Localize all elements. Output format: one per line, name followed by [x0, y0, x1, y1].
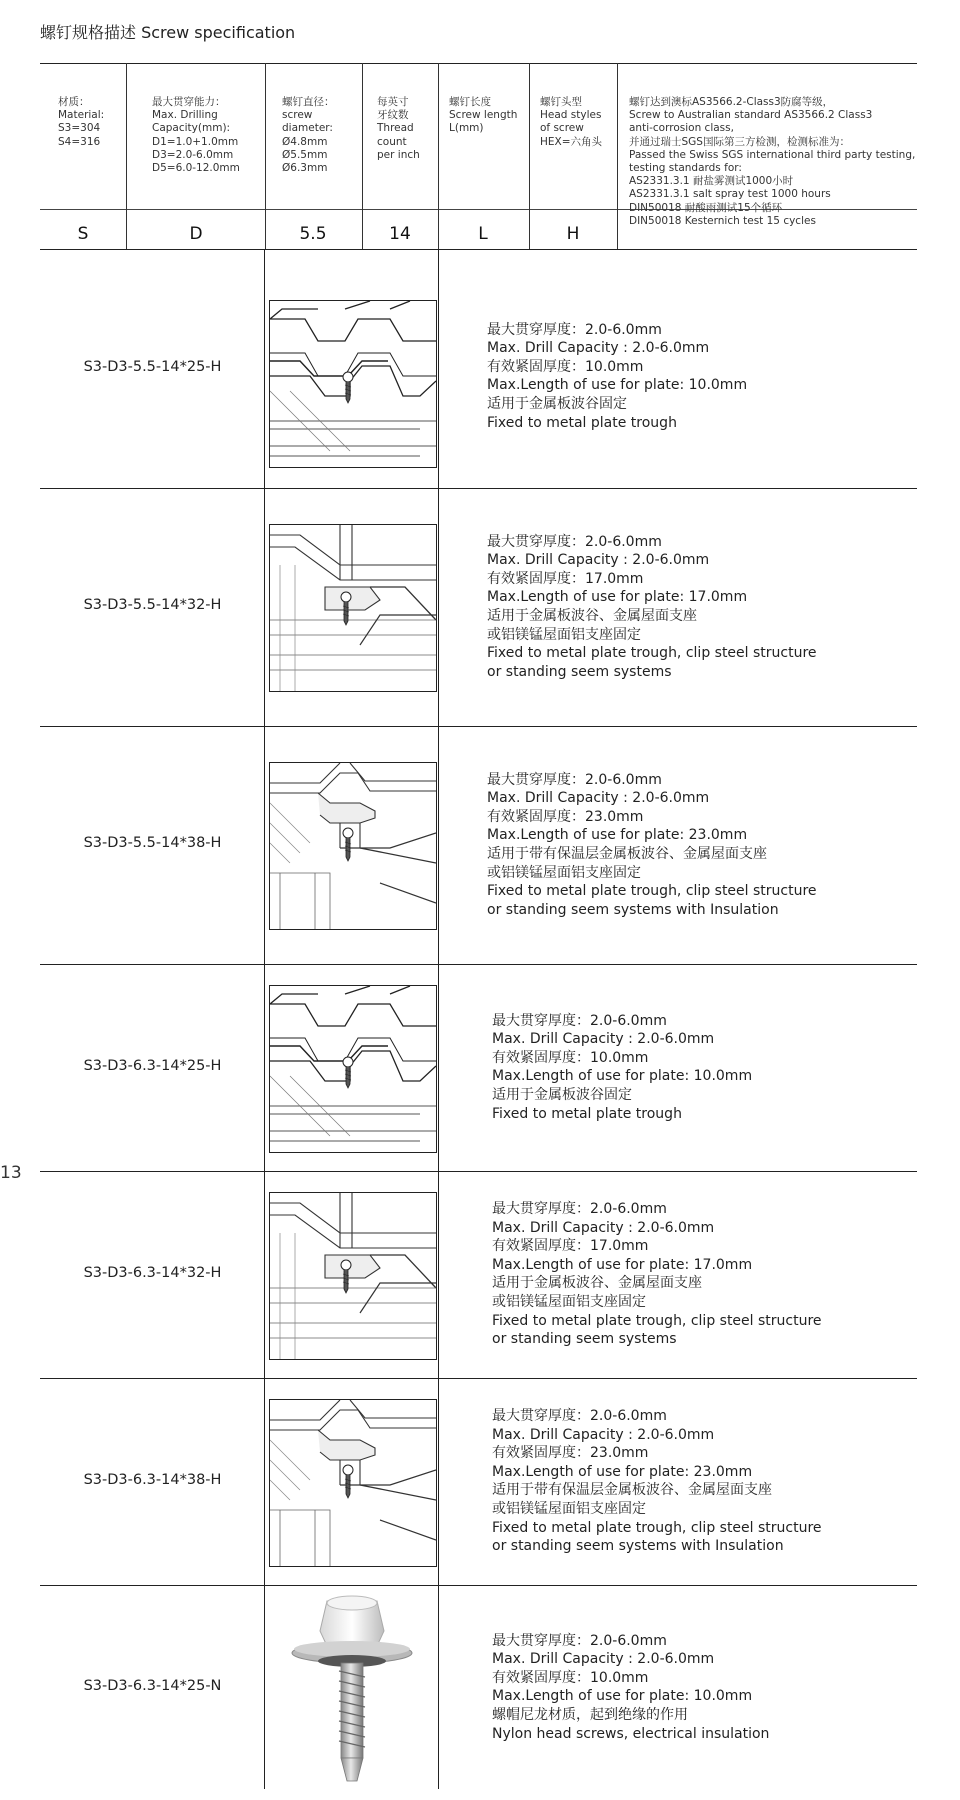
description-line: 最大贯穿厚度：2.0-6.0mm — [487, 771, 662, 788]
description-line: 适用于金属板波谷、金属屋面支座 — [492, 1275, 702, 1292]
description-line: Max.Length of use for plate: 10.0mm — [492, 1068, 753, 1085]
description-line: Max. Drill Capacity : 2.0-6.0mm — [492, 1651, 715, 1668]
description-line: Max. Drill Capacity : 2.0-6.0mm — [492, 1426, 715, 1443]
code-length: L — [478, 224, 488, 244]
spec-col-divider — [126, 63, 127, 249]
description-line: Fixed to metal plate trough — [492, 1105, 682, 1122]
spec-line: Head styles — [540, 109, 602, 122]
description-line: or standing seem systems — [487, 663, 672, 680]
product-code: S3-D3-5.5-14*32-H — [83, 597, 222, 613]
spec-line: 螺钉头型 — [540, 96, 582, 108]
description-line: 适用于金属板波谷固定 — [492, 1087, 632, 1104]
product-col-divider — [438, 249, 439, 1789]
description-line: Max.Length of use for plate: 17.0mm — [487, 589, 748, 606]
spec-line: D3=2.0-6.0mm — [152, 148, 234, 161]
description-line: 有效紧固厚度：17.0mm — [492, 1238, 649, 1255]
description-line: Fixed to metal plate trough, clip steel structure — [487, 645, 817, 662]
spec-line: 螺钉长度 — [449, 96, 491, 108]
description-line: 有效紧固厚度：17.0mm — [487, 570, 644, 587]
spec-bottom-rule — [40, 249, 917, 250]
insulation-clip-icon — [269, 1399, 437, 1567]
product-description — [487, 771, 817, 920]
product-description — [492, 1012, 752, 1124]
spec-line: Passed the Swiss SGS international third party testing, — [629, 148, 916, 161]
product-description — [487, 321, 747, 433]
row-divider — [40, 1171, 917, 1172]
page-number: 13 — [0, 1163, 22, 1183]
spec-col-divider — [265, 63, 266, 249]
spec-line: testing standards for: — [629, 162, 742, 175]
description-line: Nylon head screws, electrical insulation — [492, 1725, 770, 1742]
product-code: S3-D3-5.5-14*25-H — [83, 358, 222, 375]
description-line: Max.Length of use for plate: 17.0mm — [492, 1256, 753, 1273]
description-line: 有效紧固厚度：10.0mm — [492, 1049, 649, 1066]
spec-material — [58, 96, 104, 149]
spec-col-divider — [438, 63, 439, 249]
product-col-divider — [264, 249, 265, 1789]
description-line: Fixed to metal plate trough, clip steel structure — [492, 1312, 822, 1329]
code-diameter: 5.5 — [299, 224, 327, 244]
spec-line: Material: — [58, 109, 105, 122]
description-line: 适用于带有保温层金属板波谷、金属屋面支座 — [487, 845, 767, 862]
description-line: Fixed to metal plate trough, clip steel structure — [492, 1519, 822, 1536]
trough-icon — [269, 985, 437, 1153]
spec-line: S3=304 — [58, 122, 101, 135]
row-divider — [40, 1378, 917, 1379]
page-title: 螺钉规格描述 Screw specification — [40, 23, 296, 42]
product-description — [492, 1407, 822, 1556]
description-line: 适用于金属板波谷、金属屋面支座 — [487, 607, 697, 624]
spec-line: DIN50018 Kesternich test 15 cycles — [629, 214, 816, 227]
clip-icon — [269, 1192, 437, 1360]
spec-line: Capacity(mm): — [152, 122, 231, 135]
code-material: S — [77, 224, 89, 244]
row-divider — [40, 726, 917, 727]
spec-line: L(mm) — [449, 122, 484, 135]
spec-line: 并通过瑞士SGS国际第三方检测，检测标准为： — [629, 135, 850, 148]
code-thread: 14 — [389, 224, 411, 244]
description-line: 最大贯穿厚度：2.0-6.0mm — [492, 1201, 667, 1218]
description-line: Max.Length of use for plate: 10.0mm — [492, 1688, 753, 1705]
description-line: Max.Length of use for plate: 10.0mm — [487, 377, 748, 394]
description-line: 最大贯穿厚度：2.0-6.0mm — [487, 533, 662, 550]
spec-line: count — [377, 135, 407, 148]
spec-drilling-capacity — [152, 96, 240, 175]
description-line: 最大贯穿厚度：2.0-6.0mm — [492, 1408, 667, 1425]
product-code: S3-D3-6.3-14*32-H — [83, 1264, 222, 1281]
description-line: Max.Length of use for plate: 23.0mm — [487, 827, 748, 844]
spec-line: Ø4.8mm — [282, 135, 328, 148]
insulation-clip-icon — [269, 762, 437, 930]
spec-standards — [629, 96, 915, 228]
description-line: 最大贯穿厚度：2.0-6.0mm — [487, 321, 662, 338]
spec-col-divider — [617, 63, 618, 249]
spec-line: Max. Drilling — [152, 109, 218, 122]
description-line: or standing seem systems — [492, 1331, 677, 1348]
spec-line: 每英寸 — [377, 96, 409, 108]
spec-col-divider — [362, 63, 363, 249]
description-line: or standing seem systems with Insulation — [492, 1538, 784, 1555]
spec-line: AS2331.3.1 salt spray test 1000 hours — [629, 188, 831, 201]
spec-line: HEX=六角头 — [540, 135, 603, 148]
description-line: 有效紧固厚度：10.0mm — [487, 358, 644, 375]
product-code: S3-D3-5.5-14*38-H — [83, 835, 222, 851]
spec-line: D5=6.0-12.0mm — [152, 162, 240, 175]
description-line: 螺帽尼龙材质，起到绝缘的作用 — [492, 1707, 688, 1724]
spec-line: anti-corrosion class, — [629, 122, 734, 135]
spec-line: Thread — [377, 122, 414, 135]
description-line: 最大贯穿厚度：2.0-6.0mm — [492, 1632, 667, 1649]
row-divider — [40, 964, 917, 965]
spec-line: D1=1.0+1.0mm — [152, 135, 239, 148]
spec-line: S4=316 — [58, 135, 101, 148]
spec-line: DIN50018 耐酸雨测试15个循环 — [629, 201, 783, 214]
spec-col-divider — [529, 63, 530, 249]
spec-thread-count — [377, 96, 420, 162]
spec-line: screw — [282, 109, 313, 122]
description-line: Max. Drill Capacity : 2.0-6.0mm — [492, 1219, 715, 1236]
product-code: S3-D3-6.3-14*38-H — [83, 1471, 222, 1488]
description-line: 最大贯穿厚度：2.0-6.0mm — [492, 1012, 667, 1029]
code-head: H — [566, 224, 580, 244]
spec-line: 最大贯穿能力： — [152, 96, 226, 108]
description-line: 或铝镁锰屋面铝支座固定 — [487, 626, 641, 643]
spec-line: 牙纹数 — [377, 109, 409, 122]
product-description — [487, 533, 817, 682]
description-line: 有效紧固厚度：23.0mm — [487, 808, 644, 825]
description-line: 或铝镁锰屋面铝支座固定 — [492, 1501, 646, 1518]
description-line: Max. Drill Capacity : 2.0-6.0mm — [487, 340, 710, 357]
description-line: 有效紧固厚度：10.0mm — [492, 1669, 649, 1686]
description-line: Max.Length of use for plate: 23.0mm — [492, 1463, 753, 1480]
nylon-head-screw-icon — [269, 1591, 435, 1791]
clip-icon — [269, 524, 437, 692]
spec-line: Ø5.5mm — [282, 148, 328, 161]
spec-line: per inch — [377, 148, 420, 161]
description-line: 有效紧固厚度：23.0mm — [492, 1445, 649, 1462]
code-drilling: D — [189, 224, 203, 244]
row-divider — [40, 1585, 917, 1586]
product-description — [492, 1632, 769, 1744]
trough-icon — [269, 300, 437, 468]
description-line: Fixed to metal plate trough, clip steel structure — [487, 883, 817, 900]
description-line: Max. Drill Capacity : 2.0-6.0mm — [487, 552, 710, 569]
description-line: 适用于金属板波谷固定 — [487, 396, 627, 413]
description-line: 或铝镁锰屋面铝支座固定 — [487, 864, 641, 881]
spec-line: AS2331.3.1 耐盐雾测试1000小时 — [629, 175, 794, 188]
spec-line: Screw to Australian standard AS3566.2 Class3 — [629, 109, 873, 122]
description-line: Max. Drill Capacity : 2.0-6.0mm — [487, 790, 710, 807]
description-line: 或铝镁锰屋面铝支座固定 — [492, 1294, 646, 1311]
spec-diameter — [282, 96, 335, 175]
spec-line: of screw — [540, 122, 584, 135]
description-line: Max. Drill Capacity : 2.0-6.0mm — [492, 1031, 715, 1048]
spec-line: diameter: — [282, 122, 333, 135]
spec-line: Ø6.3mm — [282, 162, 328, 175]
table-top-rule — [40, 63, 917, 64]
product-description — [492, 1200, 822, 1349]
row-divider — [40, 488, 917, 489]
description-line: Fixed to metal plate trough — [487, 414, 677, 431]
spec-line: 螺钉直径： — [282, 96, 335, 108]
spec-head-style — [540, 96, 602, 149]
product-code: S3-D3-6.3-14*25-H — [83, 1057, 222, 1074]
spec-line: Screw length — [449, 109, 518, 122]
spec-line: 螺钉达到澳标AS3566.2-Class3防腐等级， — [629, 96, 834, 108]
description-line: or standing seem systems with Insulation — [487, 901, 779, 918]
product-code: S3-D3-6.3-14*25-N — [83, 1677, 222, 1694]
description-line: 适用于带有保温层金属板波谷、金属屋面支座 — [492, 1482, 772, 1499]
spec-line: 材质： — [58, 96, 90, 108]
spec-length — [449, 96, 517, 136]
